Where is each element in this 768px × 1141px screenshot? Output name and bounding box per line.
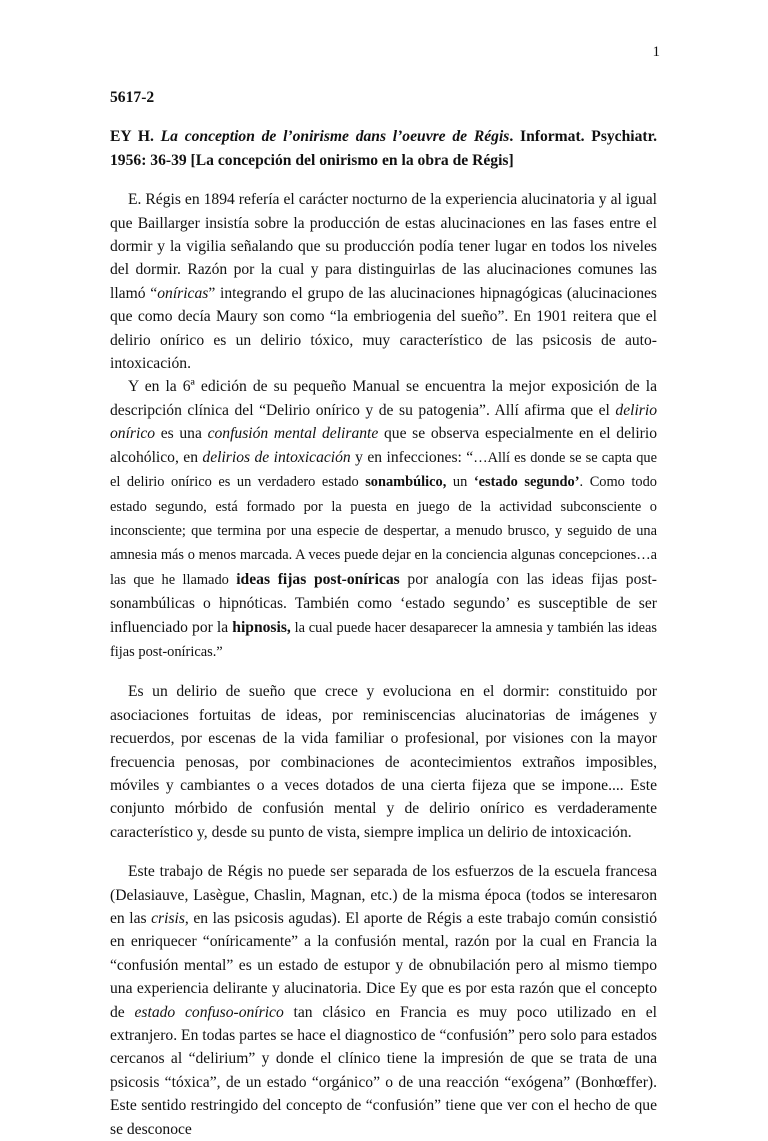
page-number: 1 <box>652 44 660 60</box>
quote-bold-2: ‘estado segundo’ <box>473 474 580 491</box>
quote-bold-3: ideas fijas post-oníricas <box>236 570 400 588</box>
paragraph-1-text: E. Régis en 1894 refería el carácter nocturno de la experiencia alucinatoria y al igual que Baillarger insistía sobre la producción de estas alucinaciones en las fases entre el dormir y la vigilia señalando que su producción podía tener lugar en todos los niveles del dormir. Razón por la cual y para distinguirlas de las alucinaciones comunes las llamó “ <box>110 191 657 302</box>
paragraph-4-italic-1: crisis <box>151 910 185 927</box>
paragraph-2-text-3: que se observa especialmente en el delirio alcohólico, en <box>110 425 657 466</box>
quote-text-4: por analogía con las ideas fijas post-sonambúlicas o hipnóticas. También como ‘estado segundo’ es susceptible de ser influenciado por la <box>110 570 657 636</box>
paragraph-2-text-1: Y en la 6ª edición de su pequeño Manual se encuentra la mejor exposición de la descripción clínica del “Delirio onírico y de su patogenia”. Allí afirma que el <box>110 378 657 419</box>
quote-text-1: …Allí es donde se se capta que el delirio onírico es un verdadero estado <box>110 449 657 491</box>
paragraph-1-italic: oníricas <box>157 284 209 302</box>
paragraph-1 <box>110 188 657 375</box>
document-body <box>110 86 657 1141</box>
paragraph-2-italic-2: confusión mental delirante <box>207 425 379 443</box>
quote-text-3: . Como todo estado segundo, está formado por la puesta en juego de la actividad subconsciente o inconsciente; que termina por una especie de despertar, a menudo brusco, y seguido de una amnesia más o menos marcada. A veces puede dejar en la conciencia algunas concepciones…a las que he llamado <box>110 474 657 588</box>
citation-source: . Informat. Psychiatr. 1956: 36-39 [La concepción del onirismo en la obra de Régis] <box>110 128 657 169</box>
quote-text-5: la cual puede hacer desaparecer la amnesia y también las ideas fijas post-oníricas.” <box>110 619 657 660</box>
paragraph-2-italic-3: delirios de intoxicación <box>202 448 351 466</box>
paragraph-4-text-2: , en las psicosis agudas). El aporte de Régis a este trabajo común consistió en enriquecer “oníricamente” a la confusión mental, razón por la cual en Francia la “confusión mental” es un estado de estupor y de obnubilación pero al mismo tiempo una experiencia delirante y alucinatoria. Dice Ey que es por esta razón que el concepto de <box>110 910 657 1021</box>
paragraph-1-text-2: ” integrando el grupo de las alucinaciones hipnagógicas (alucinaciones que como decía Maury son como “la embriogenia del sueño”. En 1901 reitera que el delirio onírico es un delirio tóxico, muy característico de las psicosis de auto-intoxicación. <box>110 284 657 373</box>
document-id: 5617-2 <box>110 89 155 106</box>
citation <box>110 125 657 172</box>
paragraph-3: Es un delirio de sueño que crece y evoluciona en el dormir: constituido por asociaciones fortuitas de ideas, por reminiscencias alucinatorias de imágenes y recuerdos, por escenas de la vida familiar o profesional, por visiones con la mayor frecuencia penosas, por combinaciones de acontecimientos extraños imposibles, móviles y cambiantes o a veces dotados de una cierta fijeza que se impone.... Este conjunto mórbido de confusión mental y de delirio onírico es verdaderamente característico y, desde su punto de vista, siempre implica un delirio de intoxicación. <box>110 683 657 841</box>
citation-title: La conception de l’onirisme dans l’oeuvre de Régis <box>160 128 510 146</box>
quote-bold-1: sonambúlico, <box>365 474 447 491</box>
paragraph-2-italic-1: delirio onírico <box>110 401 657 443</box>
paragraph-4 <box>110 860 657 1141</box>
paragraph-2 <box>110 375 657 664</box>
citation-author: EY H. <box>110 128 161 146</box>
paragraph-2-text-2: es una <box>155 425 208 443</box>
paragraph-2-text-4: y en infecciones: “ <box>350 448 474 466</box>
paragraph-4-italic-2: estado confuso-onírico <box>134 1003 284 1021</box>
paragraph-4-text-3: tan clásico en Francia es muy poco utilizado en el extranjero. En todas partes se hace el diagnostico de “confusión” pero solo para estados cercanos al “delirium” y donde el clínico tiene la impresión de que se trata de una psicosis “tóxica”, de un estado “orgánico” o de una reacción “exógena” (Bonhœffer). Este sentido restringido del concepto de “confusión” tiene que ver con el hecho de que se desconoce <box>110 1003 657 1138</box>
quote-text-2: un <box>446 474 474 491</box>
paragraph-4-text-1: Este trabajo de Régis no puede ser separada de los esfuerzos de la escuela francesa (Delasiauve, Lasègue, Chaslin, Magnan, etc.) de la misma época (todos se interesaron en las <box>110 863 657 927</box>
quote-bold-4: hipnosis, <box>232 618 291 636</box>
